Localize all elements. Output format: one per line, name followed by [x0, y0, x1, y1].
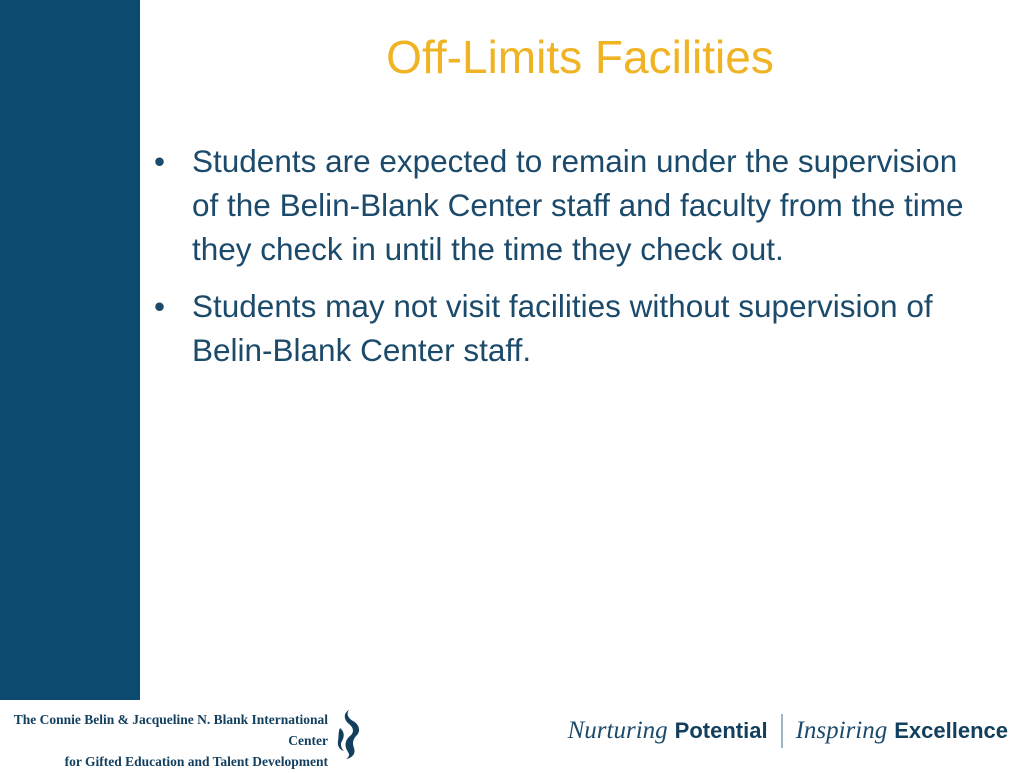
- tagline-word-inspiring: Inspiring: [795, 717, 888, 744]
- organization-name: [8, 710, 328, 773]
- tagline-first: [568, 717, 768, 745]
- logo-icon: [332, 708, 368, 760]
- page-title: Off-Limits Facilities: [386, 31, 774, 83]
- list-item: [150, 140, 995, 271]
- bullet-marker-icon: •: [154, 143, 166, 179]
- left-accent-bar: [0, 0, 140, 700]
- tagline-word-potential: Potential: [674, 718, 768, 743]
- tagline-divider: [781, 714, 783, 748]
- tagline-second: [796, 717, 1008, 745]
- slide-body: [150, 140, 995, 387]
- slide-footer: [0, 700, 1024, 768]
- list-item-text: Students are expected to remain under the supervision of the Belin-Blank Center staff and faculty from the time they check in until the time they check out.: [192, 143, 964, 267]
- tagline-word-excellence: Excellence: [894, 718, 1008, 743]
- bullet-marker-icon: •: [154, 288, 166, 325]
- organization-name-line2: for Gifted Education and Talent Development: [64, 753, 328, 769]
- tagline: [568, 714, 1008, 748]
- list-item: [150, 285, 995, 373]
- organization-name-line1: The Connie Belin & Jacqueline N. Blank International Center: [13, 712, 328, 748]
- list-item-text: Students may not visit facilities without supervision of Belin-Blank Center staff.: [192, 288, 933, 369]
- tagline-word-nurturing: Nurturing: [567, 717, 668, 744]
